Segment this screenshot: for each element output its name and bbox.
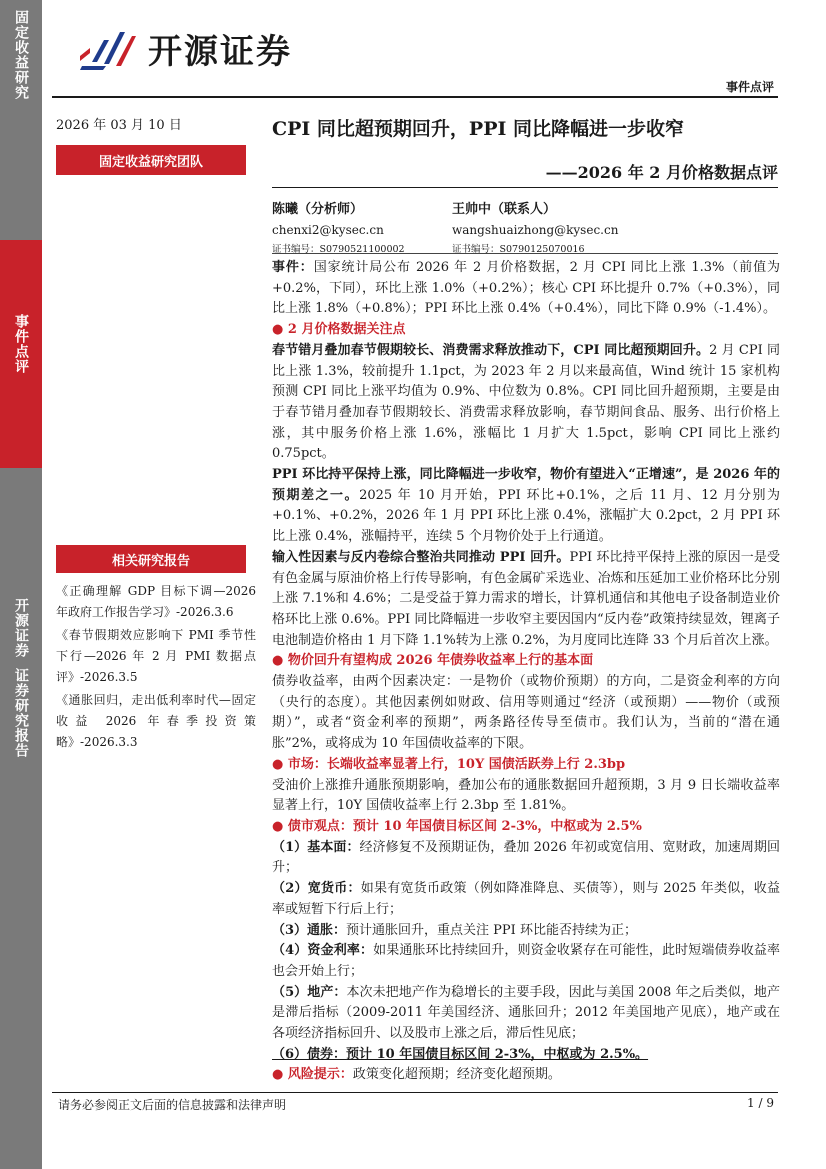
strip-segment-event <box>0 240 42 468</box>
view-item: （5）地产：本次未把地产作为稳增长的主要手段，因此与美国 2008 年之后类似，地产是滞后指标（2009-2011 年美国经济、通胀回升；2012 年美国地产见底），地产或在各项经济指标回升、以及股市上涨之后，滞后性见底； <box>272 984 780 1042</box>
side-strip <box>0 0 42 1169</box>
section-heading: ● 债市观点：预计 10 年国债目标区间 2-3%，中枢或为 2.5% <box>272 818 642 834</box>
strip-label: 固定收益研究 <box>13 10 29 100</box>
header-divider <box>52 96 778 98</box>
analyst-divider <box>272 253 778 254</box>
bullet-icon: ● <box>272 1067 288 1083</box>
footer-divider <box>52 1092 778 1093</box>
page-title: CPI 同比超预期回升，PPI 同比降幅进一步收窄 <box>272 118 684 140</box>
paragraph: 春节错月叠加春节假期较长、消费需求释放推动下，CPI 同比超预期回升。2 月 CPI 同比上涨 1.3%，较前提升 1.1pct，为 2023 年 2 月以来最高值，Wind 统计 15 家机构预测 CPI 同比上涨平均值为 0.9%、中位数为 0.8%。CPI 同比回升超预期，主要是由于春节错月叠加春节假期较长、消费需求释放影响，春节期间食品、服务、出行价格上涨，其中服务价格上涨 1.6%，涨幅比 1 月扩大 1.5pct，影响 CPI 同比上涨约 0.75pct。 <box>272 342 780 462</box>
section-heading: ● 市场：长端收益率显著上行，10Y 国债活跃券上行 2.3bp <box>272 756 626 772</box>
event-paragraph: 事件：国家统计局公布 2026 年 2 月价格数据，2 月 CPI 同比上涨 1.3%（前值为+0.2%，下同），环比上涨 1.0%（+0.2%）；核心 CPI 环比提升 0.7%（+0.3%），同比上涨 1.8%（+0.8%）；PPI 环比上涨 0.4%（+0.4%），同比下降 0.9%（-1.4%）。 <box>272 260 780 317</box>
analyst-card <box>452 198 618 255</box>
brand-name: 开源证券 <box>148 32 292 72</box>
bullet-icon: ● <box>272 322 288 338</box>
paragraph: 债券收益率，由两个因素决定：一是物价（或物价预期）的方向，二是资金利率的方向（央行的态度）。其他因素例如财政、信用等则通过“经济（或预期）——物价（或预期）”，或者“资金利率的预期”，两条路径传导至债市。我们认为，当前的“潜在通胀”2%，或将成为 10 年国债收益率的下限。 <box>272 674 780 752</box>
bullet-icon: ● <box>272 653 288 669</box>
report-date: 2026 年 03 月 10 日 <box>56 118 182 133</box>
brand-mark-icon <box>76 26 138 72</box>
analyst-email[interactable]: wangshuaizhong@kysec.cn <box>452 223 619 237</box>
strip-segment-brand <box>0 468 42 1169</box>
related-report-link[interactable]: 《通胀回归，走出低利率时代—固定收益 2026 年春季投资策略》-2026.3.3 <box>56 693 256 749</box>
paragraph: 受油价上涨推升通胀预期影响，叠加公布的通胀数据回升超预期，3 月 9 日长端收益率显著上行，10Y 国债收益率上行 2.3bp 至 1.81%。 <box>272 777 780 814</box>
related-reports-list <box>56 581 256 755</box>
view-item: （6）债券：预计 10 年国债目标区间 2-3%，中枢或为 2.5%。 <box>272 1046 649 1062</box>
related-report-link[interactable]: 《正确理解 GDP 目标下调—2026 年政府工作报告学习》-2026.3.6 <box>56 584 256 619</box>
strip-label: 事件点评 <box>13 314 29 374</box>
bullet-icon: ● <box>272 818 288 834</box>
section-heading: ● 2 月价格数据关注点 <box>272 322 406 338</box>
view-item: （1）基本面：经济修复不及预期证伪，叠加 2026 年初或宽信用、宽财政，加速周期回升； <box>272 839 780 876</box>
report-body <box>272 258 780 1086</box>
strip-label: 开源证券证券研究报告 <box>13 598 29 758</box>
analyst-card <box>272 198 405 255</box>
analyst-cert: 证书编号：S0790125070016 <box>452 244 585 255</box>
bullet-icon: ● <box>272 756 288 772</box>
analyst-name: 陈曦（分析师） <box>272 202 364 217</box>
team-badge: 固定收益研究团队 <box>56 145 246 175</box>
risk-warning: ● 风险提示：政策变化超预期；经济变化超预期。 <box>272 1067 561 1083</box>
page-subtitle: ——2026 年 2 月价格数据点评 <box>545 163 778 182</box>
related-reports-title: 相关研究报告 <box>56 545 246 573</box>
title-divider <box>272 187 778 188</box>
analyst-name: 王帅中（联系人） <box>452 202 557 217</box>
report-type-tag: 事件点评 <box>725 80 774 94</box>
strip-segment-fixed-income <box>0 0 42 240</box>
paragraph: PPI 环比持平保持上涨，同比降幅进一步收窄，物价有望进入“正增速”，是 2026 年的预期差之一。2025 年 10 月开始，PPI 环比+0.1%，之后 11 月、12 月分别为+0.1%、+0.2%，2026 年 1 月 PPI 环比上涨 0.4%，涨幅扩大 0.2pct，2 月 PPI 环比上涨 0.4%，涨幅持平，连续 5 个月物价处于上行通道。 <box>272 467 780 545</box>
view-item: （2）宽货币：如果有宽货币政策（例如降准降息、买债等），则与 2025 年类似，收益率或短暂下行后上行； <box>272 881 781 917</box>
analyst-cert: 证书编号：S0790521100002 <box>272 244 405 255</box>
section-heading: ● 物价回升有望构成 2026 年债券收益率上行的基本面 <box>272 653 594 669</box>
related-report-link[interactable]: 《春节假期效应影响下 PMI 季节性下行—2026 年 2 月 PMI 数据点评》-2026.3.5 <box>56 628 256 684</box>
page-number: 1 / 9 <box>747 1096 774 1110</box>
brand-logo <box>76 24 292 73</box>
view-item: （3）通胀：预计通胀回升，重点关注 PPI 环比能否持续为正； <box>272 922 637 938</box>
analyst-email[interactable]: chenxi2@kysec.cn <box>272 223 384 237</box>
paragraph: 输入性因素与反内卷综合整治共同推动 PPI 回升。PPI 环比持平保持上涨的原因一是受有色金属与原油价格上行传导影响，有色金属矿采选业、冶炼和压延加工业价格环比分别上涨 7.1%和 4.6%；二是受益于算力需求的增长，计算机通信和其他电子设备制造业价格环比上涨 0.6%。PPI 同比降幅进一步收窄主要因国内“反内卷”政策持续显效，锂离子电池制造价格由 1 月下降 1.1%转为上涨 0.2%，为月度同比连降 33 个月后首次上涨。 <box>272 549 780 648</box>
view-item: （4）资金利率：如果通胀环比持续回升，则资金收紧存在可能性，此时短端债券收益率也会开始上行； <box>272 943 780 979</box>
footer-disclaimer: 请务必参阅正文后面的信息披露和法律声明 <box>58 1098 287 1112</box>
